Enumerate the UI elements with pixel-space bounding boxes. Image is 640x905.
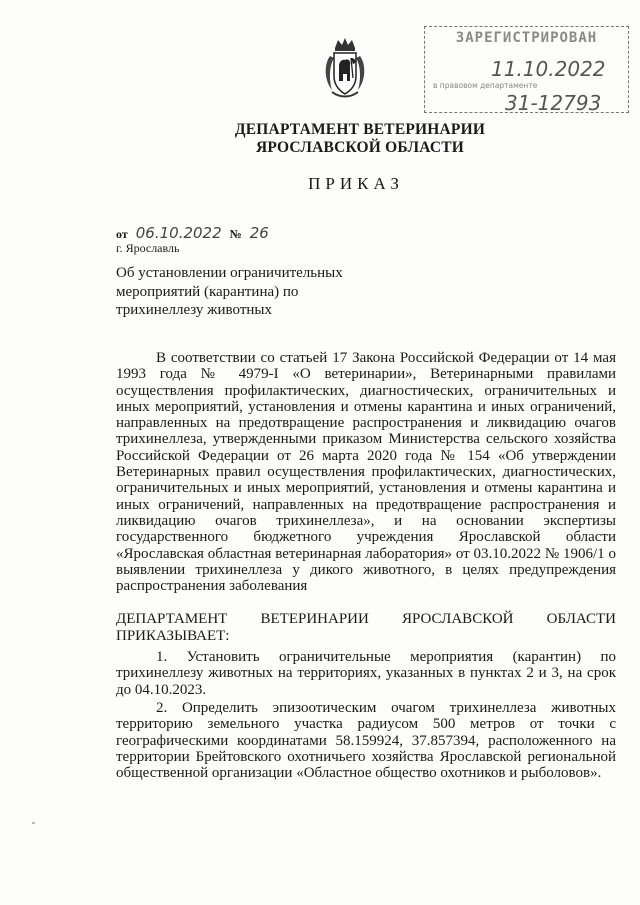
order-item-1: 1. Установить ограничительные мероприятия (карантин) по трихинеллезу животных на территориях, указанных в пунктах 2 и 3, на срок до 04.10.2023. [116,649,616,698]
order-date-number [116,224,274,242]
order-item-2: 2. Определить эпизоотическим очагом трихинеллеза животных территорию земельного участка радиусом 500 метров от точки с географическими координатами 58.159924, 37.857394, расположенного на территории Брейтовского охотничьего хозяйства Ярославской региональной общественной организации «Областное общество охотников и рыболовов». [116,700,616,782]
department-name-line2: ЯРОСЛАВСКОЙ ОБЛАСТИ [255,139,465,156]
stamp-number: 31-12793 [505,91,602,115]
scan-speck [32,822,35,824]
order-date: 06.10.2022 [135,224,222,242]
number-label: № [229,227,242,241]
order-subject: Об установлении ограничительных мероприятий (карантина) по трихинеллезу животных [116,265,343,318]
order-number: 26 [249,224,269,242]
coat-of-arms-icon [320,36,370,100]
decree-statement: ДЕПАРТАМЕНТ ВЕТЕРИНАРИИ ЯРОСЛАВСКОЙ ОБЛАСТИ ПРИКАЗЫВАЕТ: [116,611,616,644]
stamp-note: в правовом департаменте [433,81,538,90]
registration-stamp [424,26,629,113]
from-label: от [116,227,128,241]
document-type-title: ПРИКАЗ [308,174,404,193]
stamp-heading: ЗАРЕГИСТРИРОВАН [455,30,598,46]
city: г. Ярославль [116,241,180,255]
stamp-date: 11.10.2022 [491,57,606,81]
department-name-line1: ДЕПАРТАМЕНТ ВЕТЕРИНАРИИ [234,121,486,138]
preamble-paragraph: В соответствии со статьей 17 Закона Российской Федерации от 14 мая 1993 года № 4979-I «О ветеринарии», Ветеринарными правилами осуществления профилактических, диагностических, ограничительных и иных мероприятий, установления и отмены карантина и иных ограничений, направленных на предотвращение распространения и ликвидацию очагов трихинеллеза, утвержденными приказом Министерства сельского хозяйства Российской Федерации от 26 марта 2020 года № 154 «Об утверждении Ветеринарных правил осуществления профилактических, диагностических, ограничительных и иных мероприятий, установления и отмены карантина и иных ограничений, направленных на предотвращение распространения и ликвидацию очагов трихинеллеза», и на основании экспертизы государственного бюджетного учреждения Ярославской области «Ярославская областная ветеринарная лаборатория» от 03.10.2022 № 1906/1 о выявлении трихинеллеза у дикого животного, в целях предупреждения распространения заболевания [116,350,616,595]
